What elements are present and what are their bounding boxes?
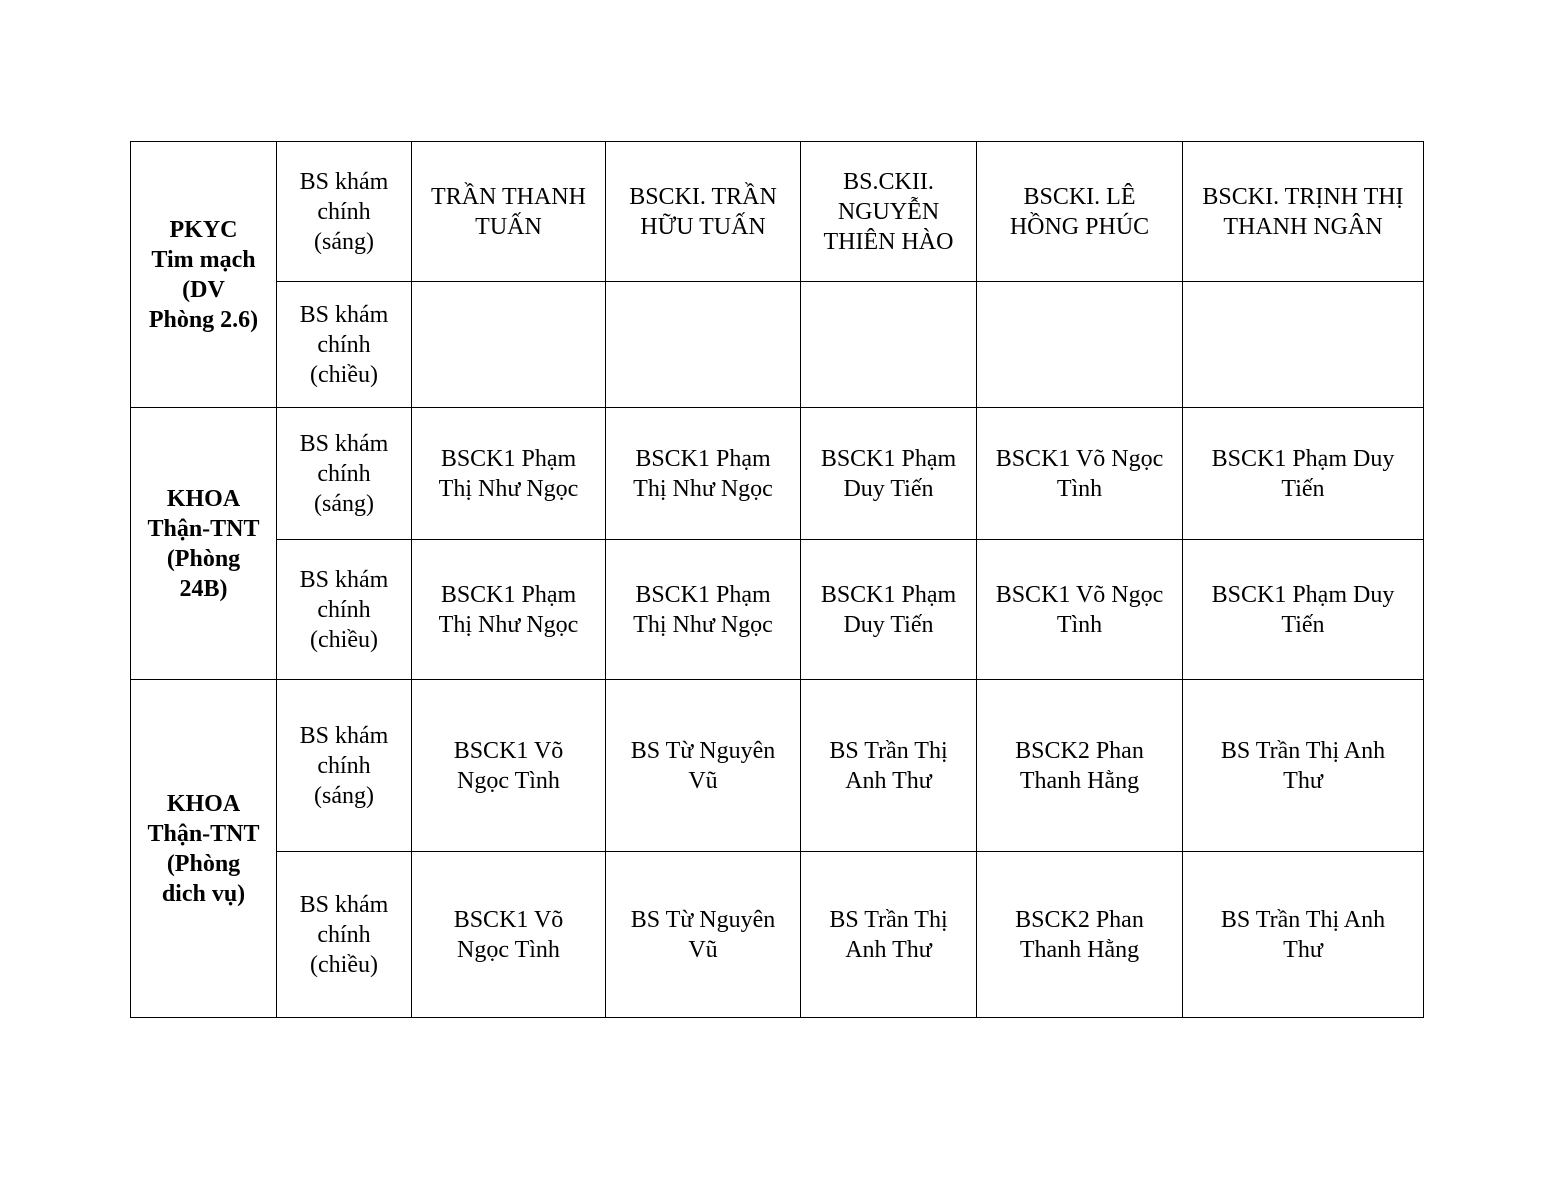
doctor-cell: BSCK2 Phan Thanh Hằng (977, 680, 1183, 852)
table-row (131, 142, 1424, 282)
doctor-cell: TRẦN THANH TUẤN (412, 142, 606, 282)
department-cell: PKYC Tim mạch (DV Phòng 2.6) (131, 142, 277, 408)
doctor-cell: BSCK1 Phạm Thị Như Ngọc (412, 540, 606, 680)
doctor-cell (977, 282, 1183, 408)
doctor-cell: BSCKI. TRỊNH THỊ THANH NGÂN (1183, 142, 1424, 282)
doctor-cell: BSCK1 Võ Ngọc Tình (977, 540, 1183, 680)
doctor-cell: BSCK1 Phạm Thị Như Ngọc (606, 540, 801, 680)
shift-label: BS khám chính (chiều) (277, 282, 412, 408)
doctor-cell: BS Trần Thị Anh Thư (1183, 852, 1424, 1018)
table-row (131, 408, 1424, 540)
table-row (131, 680, 1424, 852)
table-row (131, 540, 1424, 680)
doctor-cell: BSCK1 Võ Ngọc Tình (412, 852, 606, 1018)
shift-label: BS khám chính (chiều) (277, 540, 412, 680)
shift-label: BS khám chính (sáng) (277, 142, 412, 282)
department-cell: KHOA Thận-TNT (Phòng 24B) (131, 408, 277, 680)
doctor-cell: BS.CKII. NGUYỄN THIÊN HÀO (801, 142, 977, 282)
doctor-cell: BSCKI. TRẦN HỮU TUẤN (606, 142, 801, 282)
doctor-cell: BS Từ Nguyên Vũ (606, 680, 801, 852)
shift-label: BS khám chính (chiều) (277, 852, 412, 1018)
doctor-cell: BSCK1 Phạm Thị Như Ngọc (412, 408, 606, 540)
doctor-cell (801, 282, 977, 408)
doctor-schedule-table (130, 141, 1424, 1018)
doctor-cell: BS Trần Thị Anh Thư (1183, 680, 1424, 852)
doctor-cell: BSCK1 Võ Ngọc Tình (412, 680, 606, 852)
department-cell: KHOA Thận-TNT (Phòng dich vụ) (131, 680, 277, 1018)
doctor-cell: BSCK1 Phạm Thị Như Ngọc (606, 408, 801, 540)
doctor-cell (1183, 282, 1424, 408)
doctor-cell: BSCK2 Phan Thanh Hằng (977, 852, 1183, 1018)
doctor-cell (606, 282, 801, 408)
table-row (131, 282, 1424, 408)
doctor-cell: BSCKI. LÊ HỒNG PHÚC (977, 142, 1183, 282)
doctor-cell: BS Từ Nguyên Vũ (606, 852, 801, 1018)
shift-label: BS khám chính (sáng) (277, 680, 412, 852)
doctor-cell: BSCK1 Phạm Duy Tiến (1183, 540, 1424, 680)
doctor-cell: BSCK1 Phạm Duy Tiến (1183, 408, 1424, 540)
doctor-cell: BSCK1 Phạm Duy Tiến (801, 540, 977, 680)
doctor-cell: BSCK1 Phạm Duy Tiến (801, 408, 977, 540)
doctor-cell: BSCK1 Võ Ngọc Tình (977, 408, 1183, 540)
table-row (131, 852, 1424, 1018)
doctor-cell (412, 282, 606, 408)
shift-label: BS khám chính (sáng) (277, 408, 412, 540)
doctor-cell: BS Trần Thị Anh Thư (801, 680, 977, 852)
doctor-cell: BS Trần Thị Anh Thư (801, 852, 977, 1018)
